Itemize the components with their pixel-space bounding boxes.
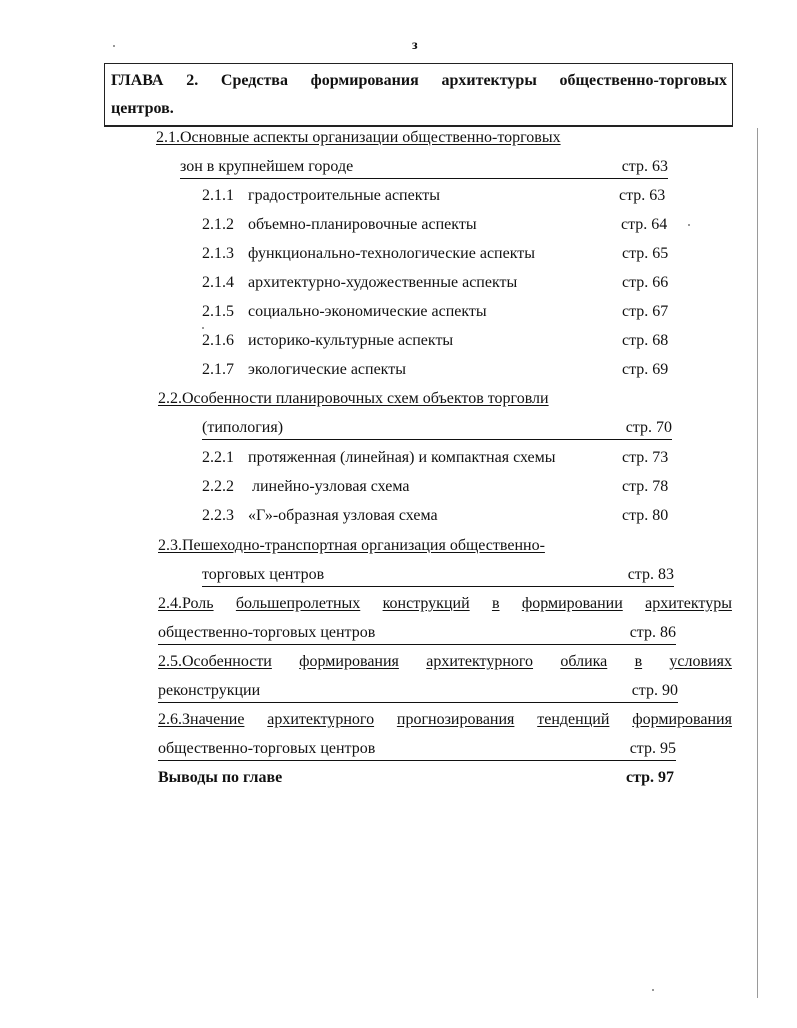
chapter-word: 2. bbox=[186, 72, 199, 89]
toc-section-2-2-subtitle-text: (типология) bbox=[202, 419, 284, 436]
toc-item-number: 2.1.2 bbox=[202, 216, 234, 233]
toc-section-2-1-title: 2.1.Основные аспекты организации общественно-торговых bbox=[156, 129, 561, 146]
toc-item-2-1-2-page: стр. 64 bbox=[621, 216, 668, 233]
toc-section-2-2-page: стр. 70 bbox=[625, 419, 672, 436]
toc-word: архитектурного bbox=[426, 653, 534, 670]
scan-speck bbox=[652, 989, 654, 991]
toc-item-2-2-3-page: стр. 80 bbox=[622, 507, 669, 524]
toc-section-2-1-subtitle-text: зон в крупнейшем городе bbox=[180, 158, 354, 175]
chapter-word: ГЛАВА bbox=[111, 72, 164, 89]
toc-word: условиях bbox=[669, 653, 732, 670]
toc-item-title: протяженная (линейная) и компактная схемы bbox=[248, 449, 556, 466]
toc-word: формировании bbox=[521, 595, 623, 612]
toc-item-number: 2.1.3 bbox=[202, 245, 234, 262]
toc-item-title: объемно-планировочные аспекты bbox=[248, 216, 477, 233]
toc-word: прогнозирования bbox=[396, 711, 515, 728]
toc-section-2-3-page: стр. 83 bbox=[627, 566, 674, 583]
toc-conclusions-label: Выводы по главе bbox=[158, 769, 283, 786]
toc-item-2-1-6 bbox=[202, 331, 453, 351]
toc-item-title: «Г»-образная узловая схема bbox=[248, 507, 438, 524]
toc-item-title: экологические аспекты bbox=[248, 361, 406, 378]
toc-word: облика bbox=[560, 653, 608, 670]
toc-word: архитектурного bbox=[267, 711, 375, 728]
toc-word: формирования bbox=[632, 711, 732, 728]
toc-section-2-5-page: стр. 90 bbox=[631, 682, 678, 699]
toc-item-title: историко-культурные аспекты bbox=[248, 332, 454, 349]
chapter-heading bbox=[104, 63, 733, 127]
toc-section-2-1-subtitle bbox=[180, 157, 668, 179]
toc-section-2-2-title: 2.2.Особенности планировочных схем объектов торговли bbox=[158, 390, 549, 407]
toc-item-title: функционально-технологические аспекты bbox=[248, 245, 536, 262]
margin-line bbox=[757, 128, 758, 998]
toc-section-2-6-subtitle-text: общественно-торговых центров bbox=[158, 740, 376, 757]
toc-section-2-4-page: стр. 86 bbox=[629, 624, 676, 641]
toc-item-2-2-1 bbox=[202, 448, 556, 468]
toc-section-2-4-title bbox=[158, 594, 732, 614]
toc-word: формирования bbox=[299, 653, 399, 670]
toc-item-2-1-5-page: стр. 67 bbox=[622, 303, 669, 320]
page-number: з bbox=[412, 38, 418, 53]
chapter-title-line-2: центров. bbox=[111, 100, 174, 117]
toc-word: архитектуры bbox=[645, 595, 732, 612]
toc-item-2-1-2 bbox=[202, 215, 477, 235]
toc-section-2-3-title: 2.3.Пешеходно-транспортная организация общественно- bbox=[158, 537, 545, 554]
toc-item-number: 2.1.5 bbox=[202, 303, 234, 320]
toc-item-title: линейно-узловая схема bbox=[252, 478, 410, 495]
toc-word: в bbox=[491, 595, 500, 612]
toc-word: тенденций bbox=[537, 711, 610, 728]
toc-conclusions-page: стр. 97 bbox=[626, 769, 675, 786]
chapter-word: архитектуры bbox=[441, 72, 537, 89]
toc-item-2-2-2-page: стр. 78 bbox=[622, 478, 669, 495]
scan-speck bbox=[202, 327, 204, 329]
toc-section-2-3-subtitle-text: торговых центров bbox=[202, 566, 325, 583]
toc-item-2-1-1-page: стр. 63 bbox=[619, 187, 666, 204]
toc-section-2-5-subtitle bbox=[158, 681, 678, 703]
toc-section-2-6-subtitle bbox=[158, 739, 676, 761]
toc-word: 2.4.Роль bbox=[158, 595, 214, 612]
toc-item-number: 2.1.4 bbox=[202, 274, 234, 291]
toc-item-2-2-1-page: стр. 73 bbox=[622, 449, 669, 466]
toc-word: в bbox=[634, 653, 643, 670]
toc-item-title: архитектурно-художественные аспекты bbox=[248, 274, 518, 291]
toc-item-2-1-1 bbox=[202, 186, 440, 206]
toc-item-title: социально-экономические аспекты bbox=[248, 303, 487, 320]
chapter-word: формирования bbox=[310, 72, 419, 89]
toc-item-2-1-4 bbox=[202, 273, 517, 293]
toc-item-number: 2.1.7 bbox=[202, 361, 234, 378]
toc-section-2-1-page: стр. 63 bbox=[621, 158, 668, 175]
toc-item-2-1-4-page: стр. 66 bbox=[622, 274, 669, 291]
toc-item-number: 2.2.1 bbox=[202, 449, 234, 466]
chapter-word: Средства bbox=[220, 72, 288, 89]
toc-item-number: 2.1.1 bbox=[202, 187, 234, 204]
scan-speck bbox=[113, 45, 115, 47]
toc-item-title: градостроительные аспекты bbox=[248, 187, 441, 204]
toc-section-2-6-title bbox=[158, 710, 732, 730]
toc-section-2-6-page: стр. 95 bbox=[629, 740, 676, 757]
toc-section-2-4-subtitle bbox=[158, 623, 676, 645]
toc-word: большепролетных bbox=[235, 595, 361, 612]
chapter-word: общественно-торговых bbox=[559, 72, 727, 89]
toc-item-2-1-7 bbox=[202, 360, 406, 380]
toc-item-number: 2.2.3 bbox=[202, 507, 234, 524]
toc-item-2-1-3 bbox=[202, 244, 535, 264]
chapter-title-line-1 bbox=[111, 67, 727, 95]
toc-section-2-4-subtitle-text: общественно-торговых центров bbox=[158, 624, 376, 641]
toc-section-2-5-title bbox=[158, 652, 732, 672]
toc-item-2-1-6-page: стр. 68 bbox=[622, 332, 669, 349]
toc-item-2-2-2 bbox=[202, 477, 409, 497]
toc-word: 2.5.Особенности bbox=[158, 653, 272, 670]
toc-section-2-5-subtitle-text: реконструкции bbox=[158, 682, 261, 699]
toc-word: конструкций bbox=[382, 595, 470, 612]
toc-item-2-2-3 bbox=[202, 506, 438, 526]
toc-item-number: 2.2.2 bbox=[202, 478, 234, 495]
toc-item-2-1-5 bbox=[202, 302, 487, 322]
scan-speck bbox=[688, 224, 690, 226]
toc-item-2-1-7-page: стр. 69 bbox=[622, 361, 669, 378]
toc-section-2-3-subtitle bbox=[202, 565, 674, 587]
toc-item-number: 2.1.6 bbox=[202, 332, 234, 349]
toc-item-2-1-3-page: стр. 65 bbox=[622, 245, 669, 262]
toc-section-2-2-subtitle bbox=[202, 418, 672, 440]
toc-word: 2.6.Значение bbox=[158, 711, 245, 728]
